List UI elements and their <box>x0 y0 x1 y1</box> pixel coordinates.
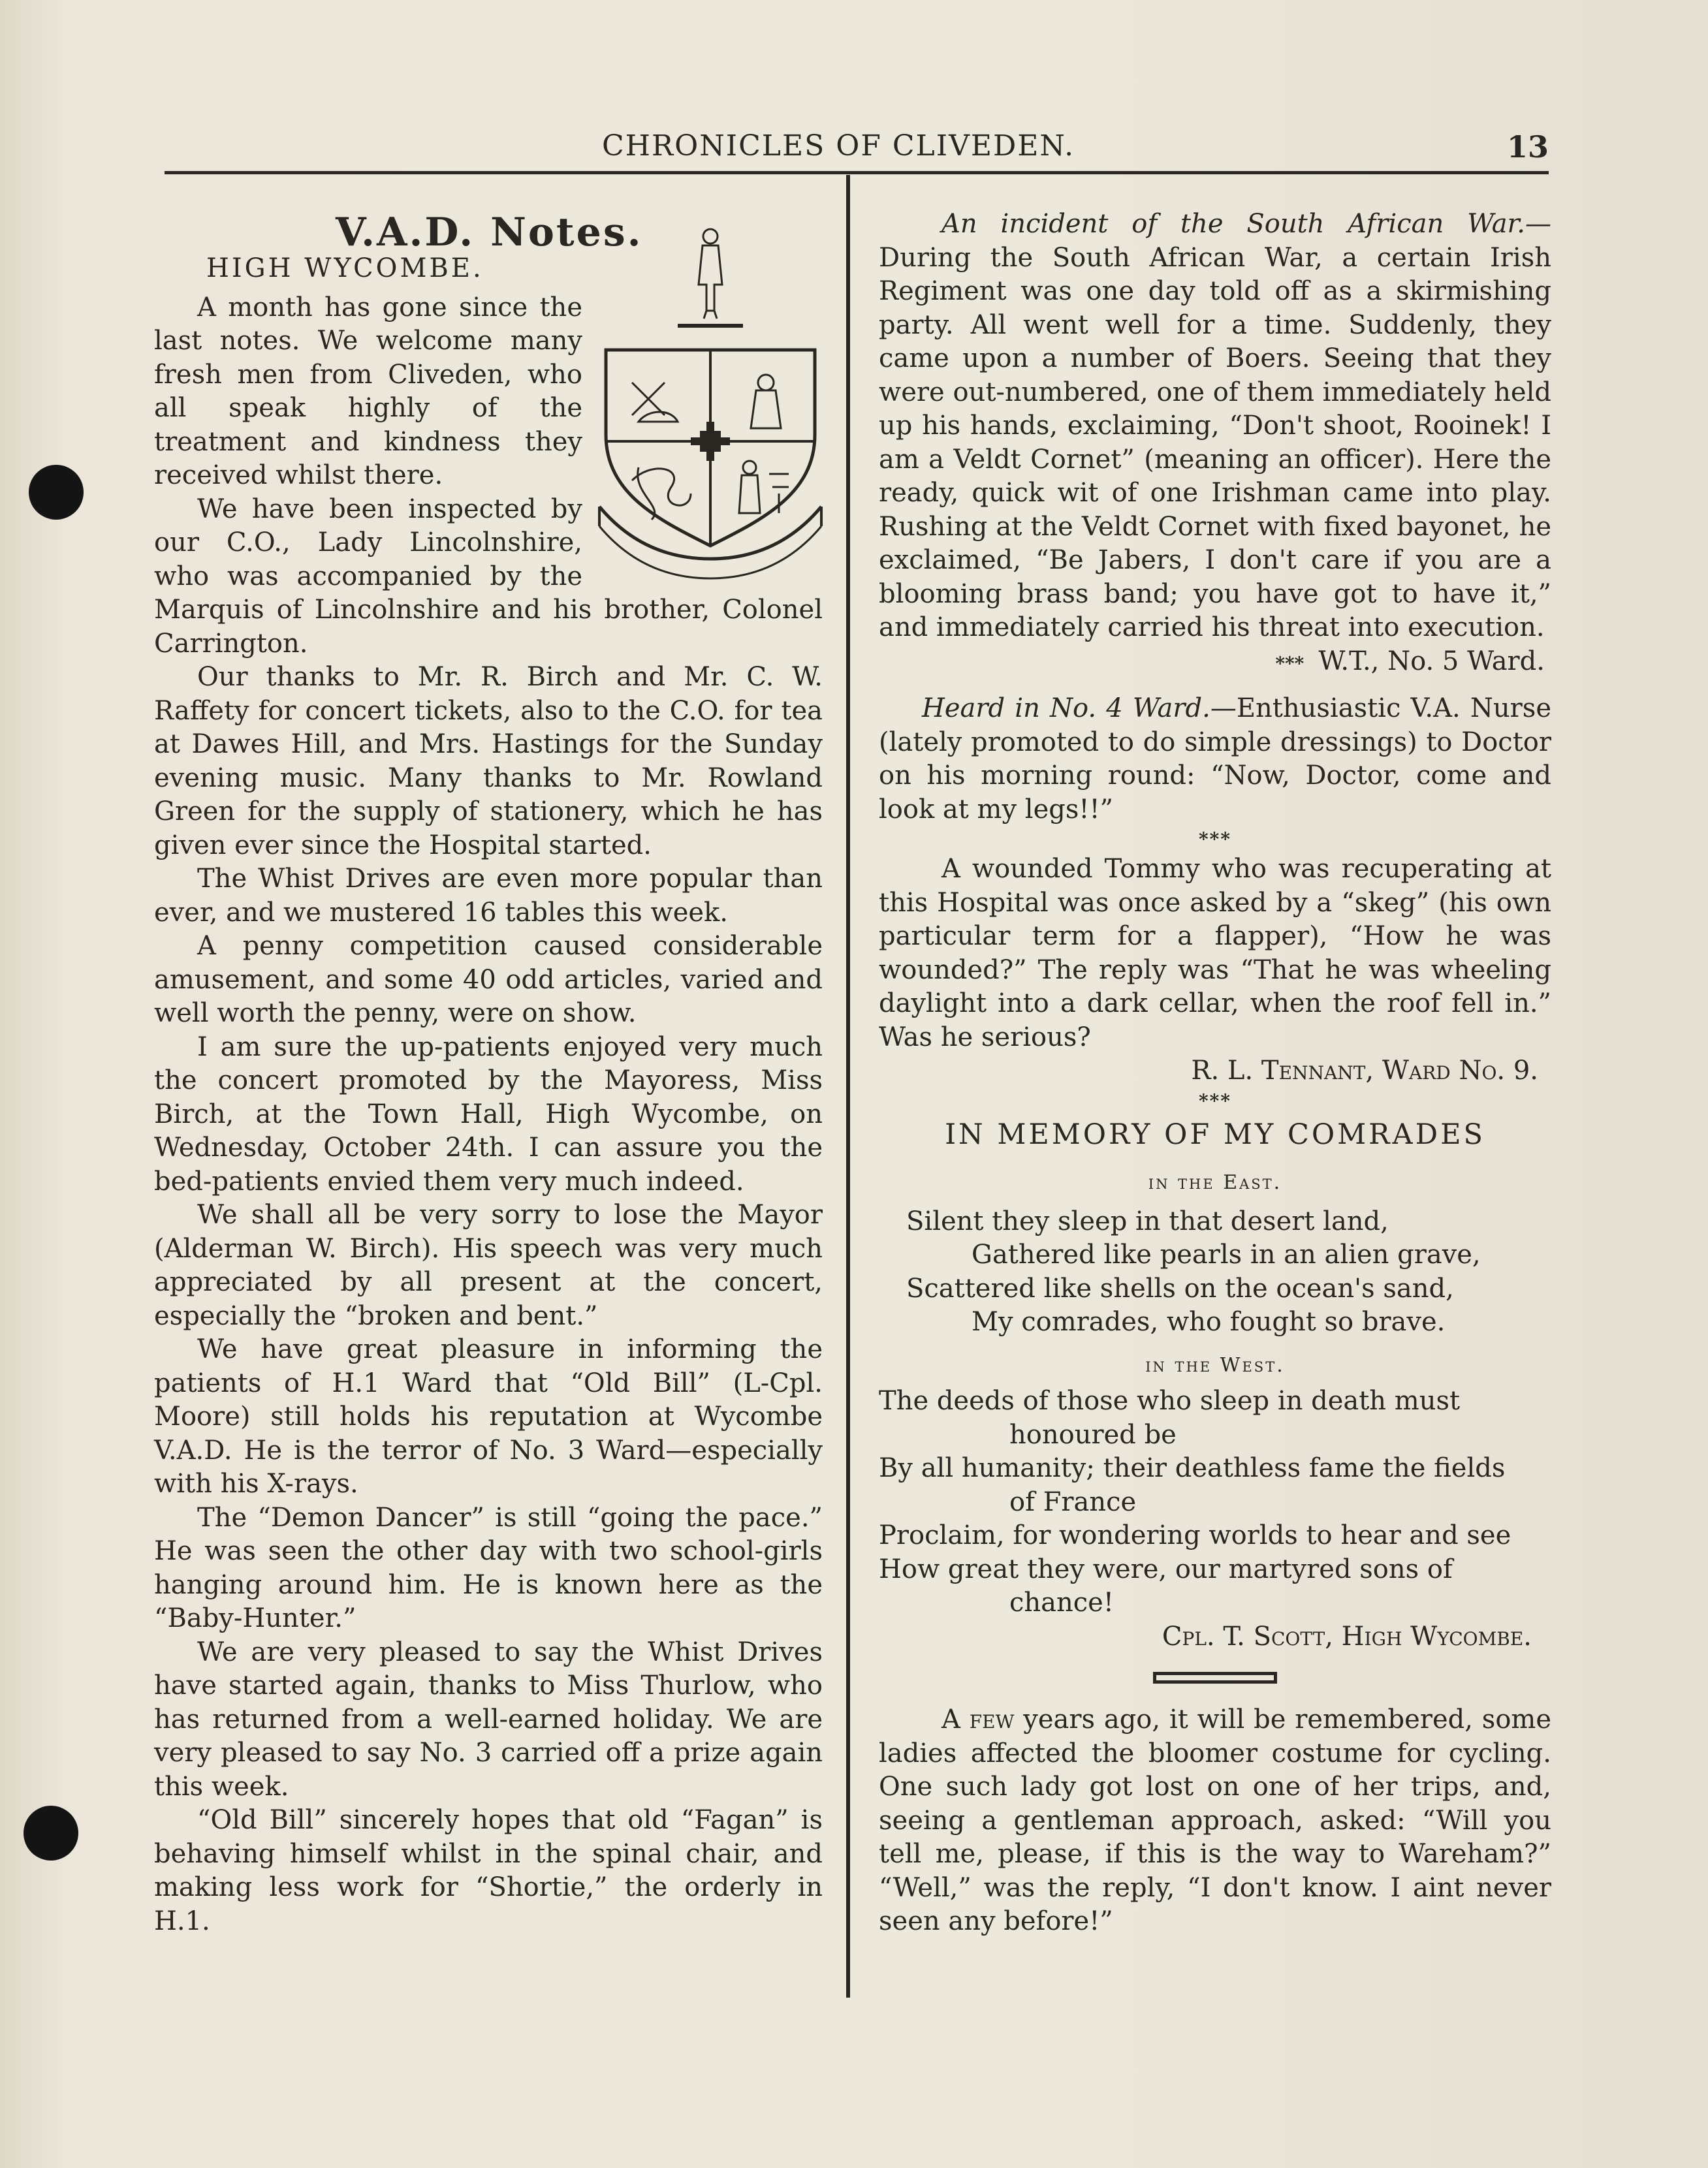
poem-line: Proclaim, for wondering worlds to hear and see <box>879 1520 1511 1550</box>
poem-line: Scattered like shells on the ocean's sand, <box>906 1273 1454 1304</box>
paragraph: A month has gone since the last notes. We welcome many fresh men from Cliveden, who all speak highly of the treatment and kindness they received whilst there. <box>154 292 582 490</box>
section-heading: V.A.D. Notes. <box>336 210 643 255</box>
punch-hole-top <box>29 465 84 520</box>
tommy-signature: R. L. Tennant, Ward No. 9. <box>1191 1056 1538 1086</box>
incident-paragraph <box>879 208 1551 645</box>
paragraph: A penny competition caused considerable amusement, and some 40 odd articles, varied and well worth the penny, were on show. <box>154 931 823 1028</box>
paragraph: Our thanks to Mr. R. Birch and Mr. C. W. Raffety for concert tickets, also to the C.O. for tea at Dawes Hill, and Mrs. Hastings for the Sunday evening music. Many thanks to Mr. Rowland Green for the supply of stationery, which he has given ever since the Hospital started. <box>154 662 823 860</box>
page-number: 13 <box>1506 129 1549 165</box>
asterism: *** <box>1199 1090 1231 1112</box>
poem-west <box>879 1385 1551 1620</box>
poem-east <box>879 1205 1551 1340</box>
paragraph: “Old Bill” sincerely hopes that old “Fagan” is behaving himself whilst in the spinal chair, and making less work for “Shortie,” the orderly in H.1. <box>154 1805 823 1936</box>
section-ornament <box>1153 1672 1277 1684</box>
poem-line: By all humanity; their deathless fame the fields <box>879 1453 1506 1483</box>
paragraph: We have great pleasure in informing the patients of H.1 Ward that “Old Bill” (L-Cpl. Moore) still holds his reputation at Wycombe V.A.D. He is the terror of No. 3 Ward—especially with his X-rays. <box>154 1334 823 1499</box>
paragraph: I am sure the up-patients enjoyed very much the concert promoted by the Mayoress, Miss Birch, at the Town Hall, High Wycombe, on Wednesday, October 24th. I can assure you the bed-patients envied them very much indeed. <box>154 1031 823 1197</box>
punch-hole-bottom <box>24 1806 78 1861</box>
poem-line: The deeds of those who sleep in death must <box>879 1386 1461 1416</box>
column-divider <box>846 175 850 1998</box>
poem-line: honoured be <box>1009 1419 1177 1450</box>
heard-body: —Enthusiastic V.A. Nurse (lately promoted to do simple dressings) to Doctor on his morning round: “Now, Doctor, come and look at my legs!!” <box>879 693 1552 825</box>
journal-title: CHRONICLES OF CLIVEDEN. <box>602 129 1075 163</box>
asterism: *** <box>1199 828 1231 850</box>
incident-author: W.T., No. 5 Ward. <box>1318 646 1545 676</box>
paragraph: We have been inspected by our C.O., Lady Lincolnshire, who was accompanied by the Marquis of Lincolnshire and his brother, Colonel Carrington. <box>154 494 823 659</box>
asterism: *** <box>1275 652 1305 674</box>
tommy-paragraph: A wounded Tommy who was recuperating at this Hospital was once asked by a “skeg” (his own particular term for a flapper), “How he was wounded?” The reply was “That he was wheeling daylight into a dark cellar, when the roof fell in.” Was he serious? <box>879 854 1551 1052</box>
poem-line: Gathered like pearls in an alien grave, <box>972 1240 1481 1270</box>
poem-line: My comrades, who fought so brave. <box>972 1307 1446 1337</box>
poem-line: How great they were, our martyred sons of <box>879 1554 1453 1584</box>
running-header <box>163 129 1549 168</box>
left-column <box>154 208 823 1938</box>
paragraph: We shall all be very sorry to lose the Mayor (Alderman W. Birch). His speech was very much appreciated by all present at the concert, especially the “broken and bent.” <box>154 1200 823 1331</box>
paragraph: The Whist Drives are even more popular than ever, and we mustered 16 tables this week. <box>154 864 823 928</box>
poem-section-west: in the West. <box>1145 1353 1285 1377</box>
poem-section-east: in the East. <box>1148 1171 1282 1194</box>
heard-title: Heard in No. 4 Ward. <box>922 693 1210 723</box>
paragraph: We are very pleased to say the Whist Drives have started again, thanks to Miss Thurlow, who has returned from a well-earned holiday. We are very pleased to say No. 3 carried off a prize again this week. <box>154 1637 823 1802</box>
bloomer-body: years ago, it will be remembered, some ladies affected the bloomer costume for cycling. One such lady got lost on one of her trips, and, seeing a gentleman approach, asked: “Will you tell me, please, if this is the way to Wareham?” “Well,” was the reply, “I don't know. I aint never seen any before!” <box>879 1705 1551 1936</box>
poem-line: chance! <box>1009 1588 1114 1618</box>
poem-title: IN MEMORY OF MY COMRADES <box>945 1118 1485 1151</box>
right-column <box>879 208 1551 1939</box>
poem-line: of France <box>1009 1486 1137 1517</box>
bloomer-paragraph <box>879 1703 1551 1939</box>
incident-body: During the South African War, a certain Irish Regiment was one day told off as a skirmishing party. All went well for a time. Suddenly, they came upon a number of Boers. Seeing that they were out-numbered, one of them immediately held up his hands, exclaiming, “Don't shoot, Rooinek! I am a Veldt Cornet” (meaning an officer). Here the ready, quick wit of one Irishman came into play. Rushing at the Veldt Cornet with fixed bayonet, he exclaimed, “Be Jabers, I don't care if you are a blooming brass band; you have got to have it,” and immediately carried his threat into execution. <box>879 242 1551 642</box>
bloomer-lead: A few <box>941 1705 1015 1735</box>
heard-paragraph <box>879 692 1551 826</box>
vad-crest-icon <box>593 219 828 591</box>
paragraph: The “Demon Dancer” is still “going the pace.” He was seen the other day with two school-girls hanging around him. He is known here as the “Baby-Hunter.” <box>154 1502 823 1633</box>
poem-line: Silent they sleep in that desert land, <box>906 1206 1389 1236</box>
poem-signature: Cpl. T. Scott, High Wycombe. <box>1162 1621 1532 1652</box>
incident-signature <box>879 645 1551 681</box>
section-subheading: HIGH WYCOMBE. <box>206 253 484 283</box>
incident-title: An incident of the South African War.— <box>941 209 1551 239</box>
header-rule <box>165 171 1549 174</box>
